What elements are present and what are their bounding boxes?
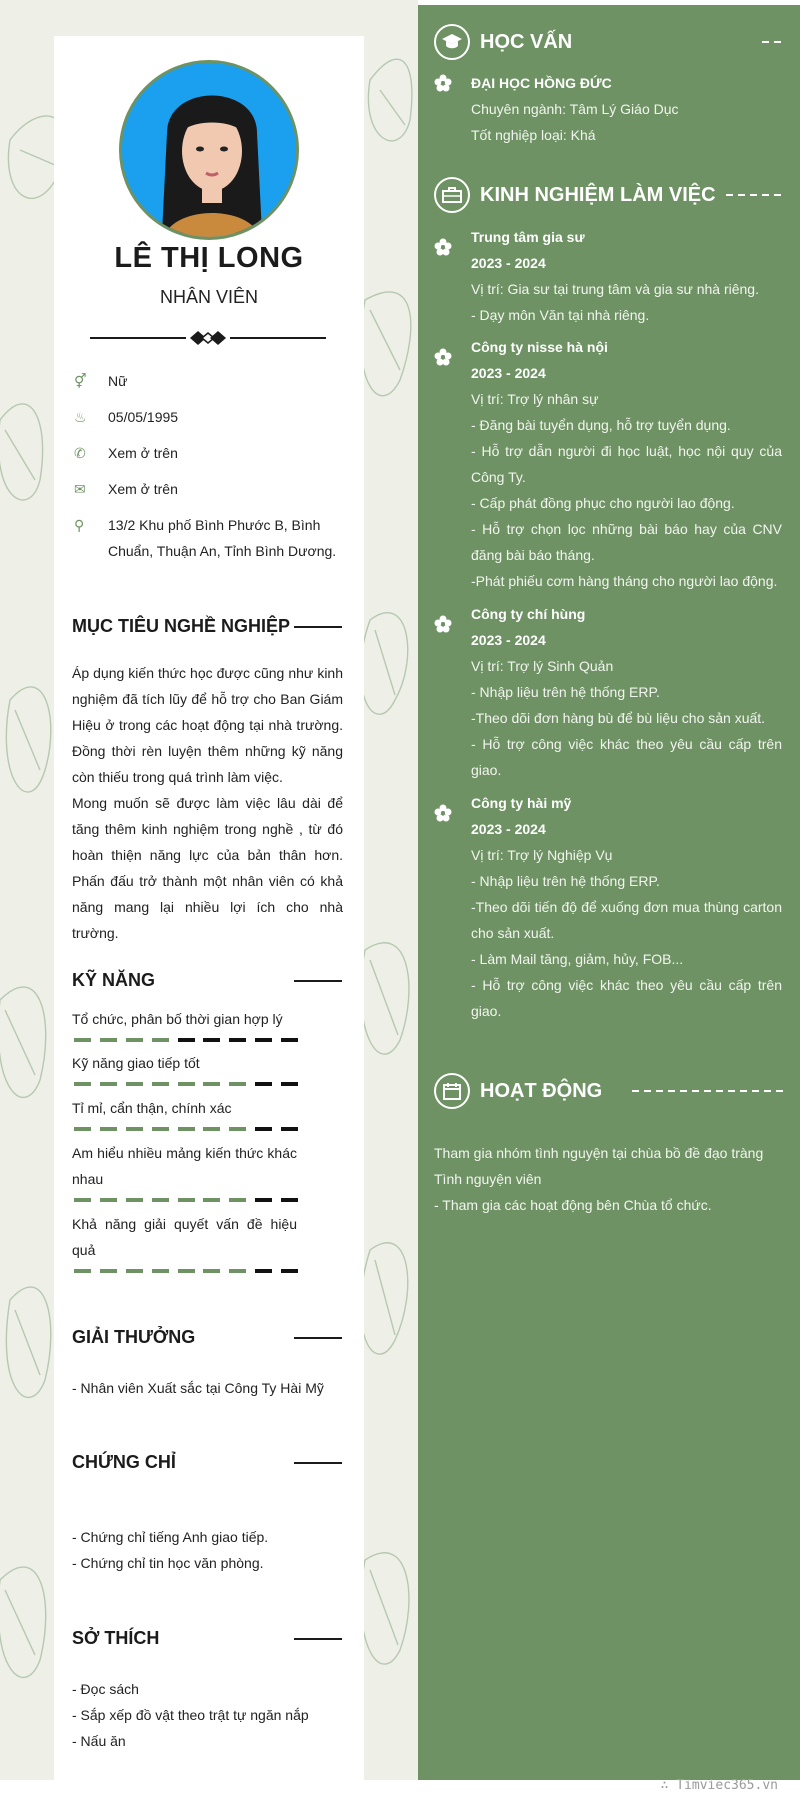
education-header: [434, 22, 784, 62]
skill-bar-segment: [74, 1038, 91, 1042]
hobby-item: - Đọc sách: [72, 1681, 139, 1697]
awards-list: [72, 1375, 352, 1401]
skill-bar: [74, 1127, 298, 1131]
skill-label: Tỉ mỉ, cẩn thận, chính xác: [72, 1100, 232, 1116]
skill-bar-segment: [281, 1127, 298, 1131]
education-title: HỌC VẤN: [480, 30, 573, 53]
skill-bar-segment: [74, 1198, 91, 1202]
skill-bar-segment: [178, 1082, 195, 1086]
skill-bar-segment: [255, 1269, 272, 1273]
skill-bar-segment: [281, 1038, 298, 1042]
objective-title: [72, 614, 342, 638]
skill-bar-segment: [126, 1038, 143, 1042]
skill-bar-segment: [255, 1038, 272, 1042]
hobbies-title: [72, 1626, 342, 1650]
phone-value: Xem ở trên: [108, 445, 178, 461]
objective-paragraph-1: Áp dụng kiến thức học được cũng như kinh nghiệm đã tích lũy để hỗ trợ cho Ban Giám Hiệu ở trong các hoạt động tại nhà trường. Đồng thời rèn luyện thêm những kỹ năng còn thiếu trong quá trình làm việc.: [72, 665, 343, 785]
watermark: ∴ Timviec365.vn: [660, 1778, 778, 1793]
activities-header: [434, 1071, 784, 1111]
skill-bar-segment: [203, 1269, 220, 1273]
activities-block: [434, 1140, 784, 1218]
company-name: Công ty chí hùng: [471, 606, 586, 622]
skills-title-text: KỸ NĂNG: [72, 969, 156, 990]
briefcase-book-icon: [434, 177, 470, 213]
skill-bar-segment: [203, 1038, 220, 1042]
skill-bar-segment: [152, 1127, 169, 1131]
skill-bar-segment: [100, 1082, 117, 1086]
job-line: - Hỗ trợ công việc khác theo yêu cầu cấp trên giao.: [471, 736, 782, 778]
portrait-icon: [122, 63, 299, 240]
certificate-item: - Chứng chỉ tiếng Anh giao tiếp.: [72, 1529, 269, 1545]
job-line: -Phát phiếu cơm hàng tháng cho người lao động.: [471, 573, 778, 589]
job-line: -Theo dõi đơn hàng bù để bù liệu cho sản xuất.: [471, 710, 766, 726]
gender-row: [72, 368, 352, 394]
skill-bar-segment: [126, 1082, 143, 1086]
skill-bar-segment: [100, 1198, 117, 1202]
skill-label: Tổ chức, phân bố thời gian hợp lý: [72, 1011, 283, 1027]
activity-line: Tham gia nhóm tình nguyện tại chùa bồ đề đạo tràng: [434, 1145, 764, 1161]
activity-line: Tình nguyện viên: [434, 1171, 542, 1187]
email-row: [72, 476, 352, 502]
skill-bar-segment: [100, 1127, 117, 1131]
skill-bar-segment: [74, 1269, 91, 1273]
skill-bar-segment: [255, 1082, 272, 1086]
job-line: - Nhập liệu trên hệ thống ERP.: [471, 684, 660, 700]
skill-bar-segment: [152, 1198, 169, 1202]
skill-bar-segment: [229, 1038, 246, 1042]
flower-bullet-icon: [434, 238, 452, 256]
flower-bullet-icon: [434, 804, 452, 822]
email-icon: ✉: [74, 481, 86, 497]
skill-bar-segment: [229, 1198, 246, 1202]
skill-bar: [74, 1082, 298, 1086]
job-line: - Hỗ trợ chọn lọc những bài báo hay của CNV đăng bài báo tháng.: [471, 521, 782, 563]
skill-bar-segment: [74, 1082, 91, 1086]
objective-paragraph-2: Mong muốn sẽ được làm việc lâu dài để tăng thêm kinh nghiệm trong nghề , từ đó hoàn thiện năng lực của bản thân hơn. Phấn đấu trở thành một nhân viên có khả năng mang lại nhiều lợi ích cho nhà trường.: [72, 795, 343, 941]
header-dash: [726, 194, 784, 196]
skill-bar-segment: [100, 1038, 117, 1042]
flower-bullet-icon: [434, 615, 452, 633]
skill-bar-segment: [74, 1127, 91, 1131]
job-line: Vị trí: Trợ lý nhân sự: [471, 391, 599, 407]
award-item: - Nhân viên Xuất sắc tại Công Ty Hài Mỹ: [72, 1380, 324, 1396]
hobby-item: - Nấu ăn: [72, 1733, 126, 1749]
certificates-title: [72, 1450, 342, 1474]
skill-bar: [74, 1038, 298, 1042]
skill-bar-segment: [203, 1127, 220, 1131]
skill-bar-segment: [178, 1127, 195, 1131]
phone-icon: ✆: [74, 445, 86, 461]
location-pin-icon: ⚲: [74, 517, 85, 533]
job-line: - Hỗ trợ công việc khác theo yêu cầu cấp trên giao.: [471, 977, 782, 1019]
title-rule: [294, 626, 342, 628]
company-name: Trung tâm gia sư: [471, 229, 585, 245]
job-line: Vị trí: Trợ lý Nghiệp Vụ: [471, 847, 613, 863]
certificate-item: - Chứng chỉ tin học văn phòng.: [72, 1555, 264, 1571]
job-line: - Nhập liệu trên hệ thống ERP.: [471, 873, 660, 889]
title-rule: [294, 1462, 342, 1464]
skill-bar: [74, 1269, 298, 1273]
awards-title: [72, 1325, 342, 1349]
skill-label: Kỹ năng giao tiếp tốt: [72, 1055, 200, 1071]
skill-bar-segment: [152, 1082, 169, 1086]
skill-bar-segment: [203, 1082, 220, 1086]
email-value: Xem ở trên: [108, 481, 178, 497]
address-row: [72, 512, 352, 564]
gender-icon: ⚥: [74, 373, 87, 389]
skill-label: Am hiểu nhiều mảng kiến thức khác nhau: [72, 1145, 297, 1187]
gender-value: Nữ: [108, 373, 128, 389]
skill-bar-segment: [281, 1198, 298, 1202]
title-rule: [294, 1638, 342, 1640]
skill-bar-segment: [229, 1082, 246, 1086]
skill-bar-segment: [255, 1198, 272, 1202]
hobbies-title-text: SỞ THÍCH: [72, 1627, 160, 1648]
hobby-item: - Sắp xếp đồ vật theo trật tự ngăn nắp: [72, 1707, 309, 1723]
objective-title-text: MỤC TIÊU NGHỀ NGHIỆP: [72, 615, 291, 636]
flower-bullet-icon: [434, 74, 452, 92]
skill-bar-segment: [126, 1198, 143, 1202]
school-name: ĐẠI HỌC HỒNG ĐỨC: [471, 75, 612, 91]
job-line: Vị trí: Trợ lý Sinh Quản: [471, 658, 614, 674]
skill-bar-segment: [229, 1269, 246, 1273]
job-entry: [471, 790, 782, 1024]
certificates-list: [72, 1524, 352, 1576]
job-line: - Dạy môn Văn tại nhà riêng.: [471, 307, 650, 323]
job-entry: [471, 224, 782, 328]
skill-bar-segment: [100, 1269, 117, 1273]
job-entry: [471, 601, 782, 783]
major: Chuyên ngành: Tâm Lý Giáo Dục: [471, 101, 679, 117]
company-name: Công ty nisse hà nội: [471, 339, 608, 355]
awards-title-text: GIẢI THƯỞNG: [72, 1326, 196, 1347]
experience-title: KINH NGHIỆM LÀM VIỆC: [480, 183, 716, 206]
flower-bullet-icon: [434, 348, 452, 366]
title-rule: [294, 1337, 342, 1339]
skill-bar-segment: [281, 1082, 298, 1086]
header-dash: [762, 41, 784, 43]
cake-icon: ♨: [74, 409, 87, 425]
skill-bar-segment: [229, 1127, 246, 1131]
job-line: -Theo dõi tiến độ để xuống đơn mua thùng carton cho sản xuất.: [471, 899, 782, 941]
job-entry: [471, 334, 782, 594]
experience-header: [434, 175, 784, 215]
skill-bar-segment: [126, 1269, 143, 1273]
job-period: 2023 - 2024: [471, 255, 546, 271]
job-line: - Đăng bài tuyển dụng, hỗ trợ tuyển dụng.: [471, 417, 731, 433]
skill-bar-segment: [178, 1269, 195, 1273]
birthday-value: 05/05/1995: [108, 409, 179, 425]
avatar: [119, 60, 299, 240]
job-line: - Cấp phát đồng phục cho người lao động.: [471, 495, 735, 511]
skill-bar-segment: [152, 1269, 169, 1273]
education-block: [471, 70, 782, 148]
activity-line: - Tham gia các hoạt động bên Chùa tổ chức.: [434, 1197, 712, 1213]
company-name: Công ty hài mỹ: [471, 795, 572, 811]
skill-bar: [74, 1198, 298, 1202]
job-line: Vị trí: Gia sư tại trung tâm và gia sư nhà riêng.: [471, 281, 759, 297]
hobbies-list: [72, 1676, 352, 1754]
skill-bar-segment: [126, 1127, 143, 1131]
skill-bar-segment: [152, 1038, 169, 1042]
job-line: - Làm Mail tăng, giảm, hủy, FOB...: [471, 951, 684, 967]
skill-bar-segment: [203, 1198, 220, 1202]
job-period: 2023 - 2024: [471, 632, 546, 648]
skill-bar-segment: [255, 1127, 272, 1131]
skill-bar-segment: [178, 1038, 195, 1042]
skills-title: [72, 968, 342, 992]
skill-label: Khả năng giải quyết vấn đề hiệu quả: [72, 1216, 297, 1258]
title-rule: [294, 980, 342, 982]
job-title: NHÂN VIÊN: [159, 287, 258, 307]
certificates-title-text: CHỨNG CHỈ: [72, 1451, 176, 1472]
grade: Tốt nghiệp loại: Khá: [471, 127, 596, 143]
graduation-cap-icon: [434, 24, 470, 60]
job-period: 2023 - 2024: [471, 821, 546, 837]
skill-bar-segment: [281, 1269, 298, 1273]
phone-row: [72, 440, 352, 466]
diamond-divider-icon: [90, 330, 326, 346]
skill-bar-segment: [178, 1198, 195, 1202]
job-period: 2023 - 2024: [471, 365, 546, 381]
job-line: - Hỗ trợ dẫn người đi học luật, học nội quy của Công Ty.: [471, 443, 782, 485]
birthday-row: [72, 404, 352, 430]
activities-title: HOẠT ĐỘNG: [480, 1079, 603, 1102]
candidate-name: LÊ THỊ LONG: [114, 242, 304, 274]
address-value: 13/2 Khu phố Bình Phước B, Bình Chuẩn, Thuận An, Tỉnh Bình Dương.: [108, 517, 337, 559]
header-dash: [632, 1090, 784, 1092]
calendar-icon: [434, 1073, 470, 1109]
